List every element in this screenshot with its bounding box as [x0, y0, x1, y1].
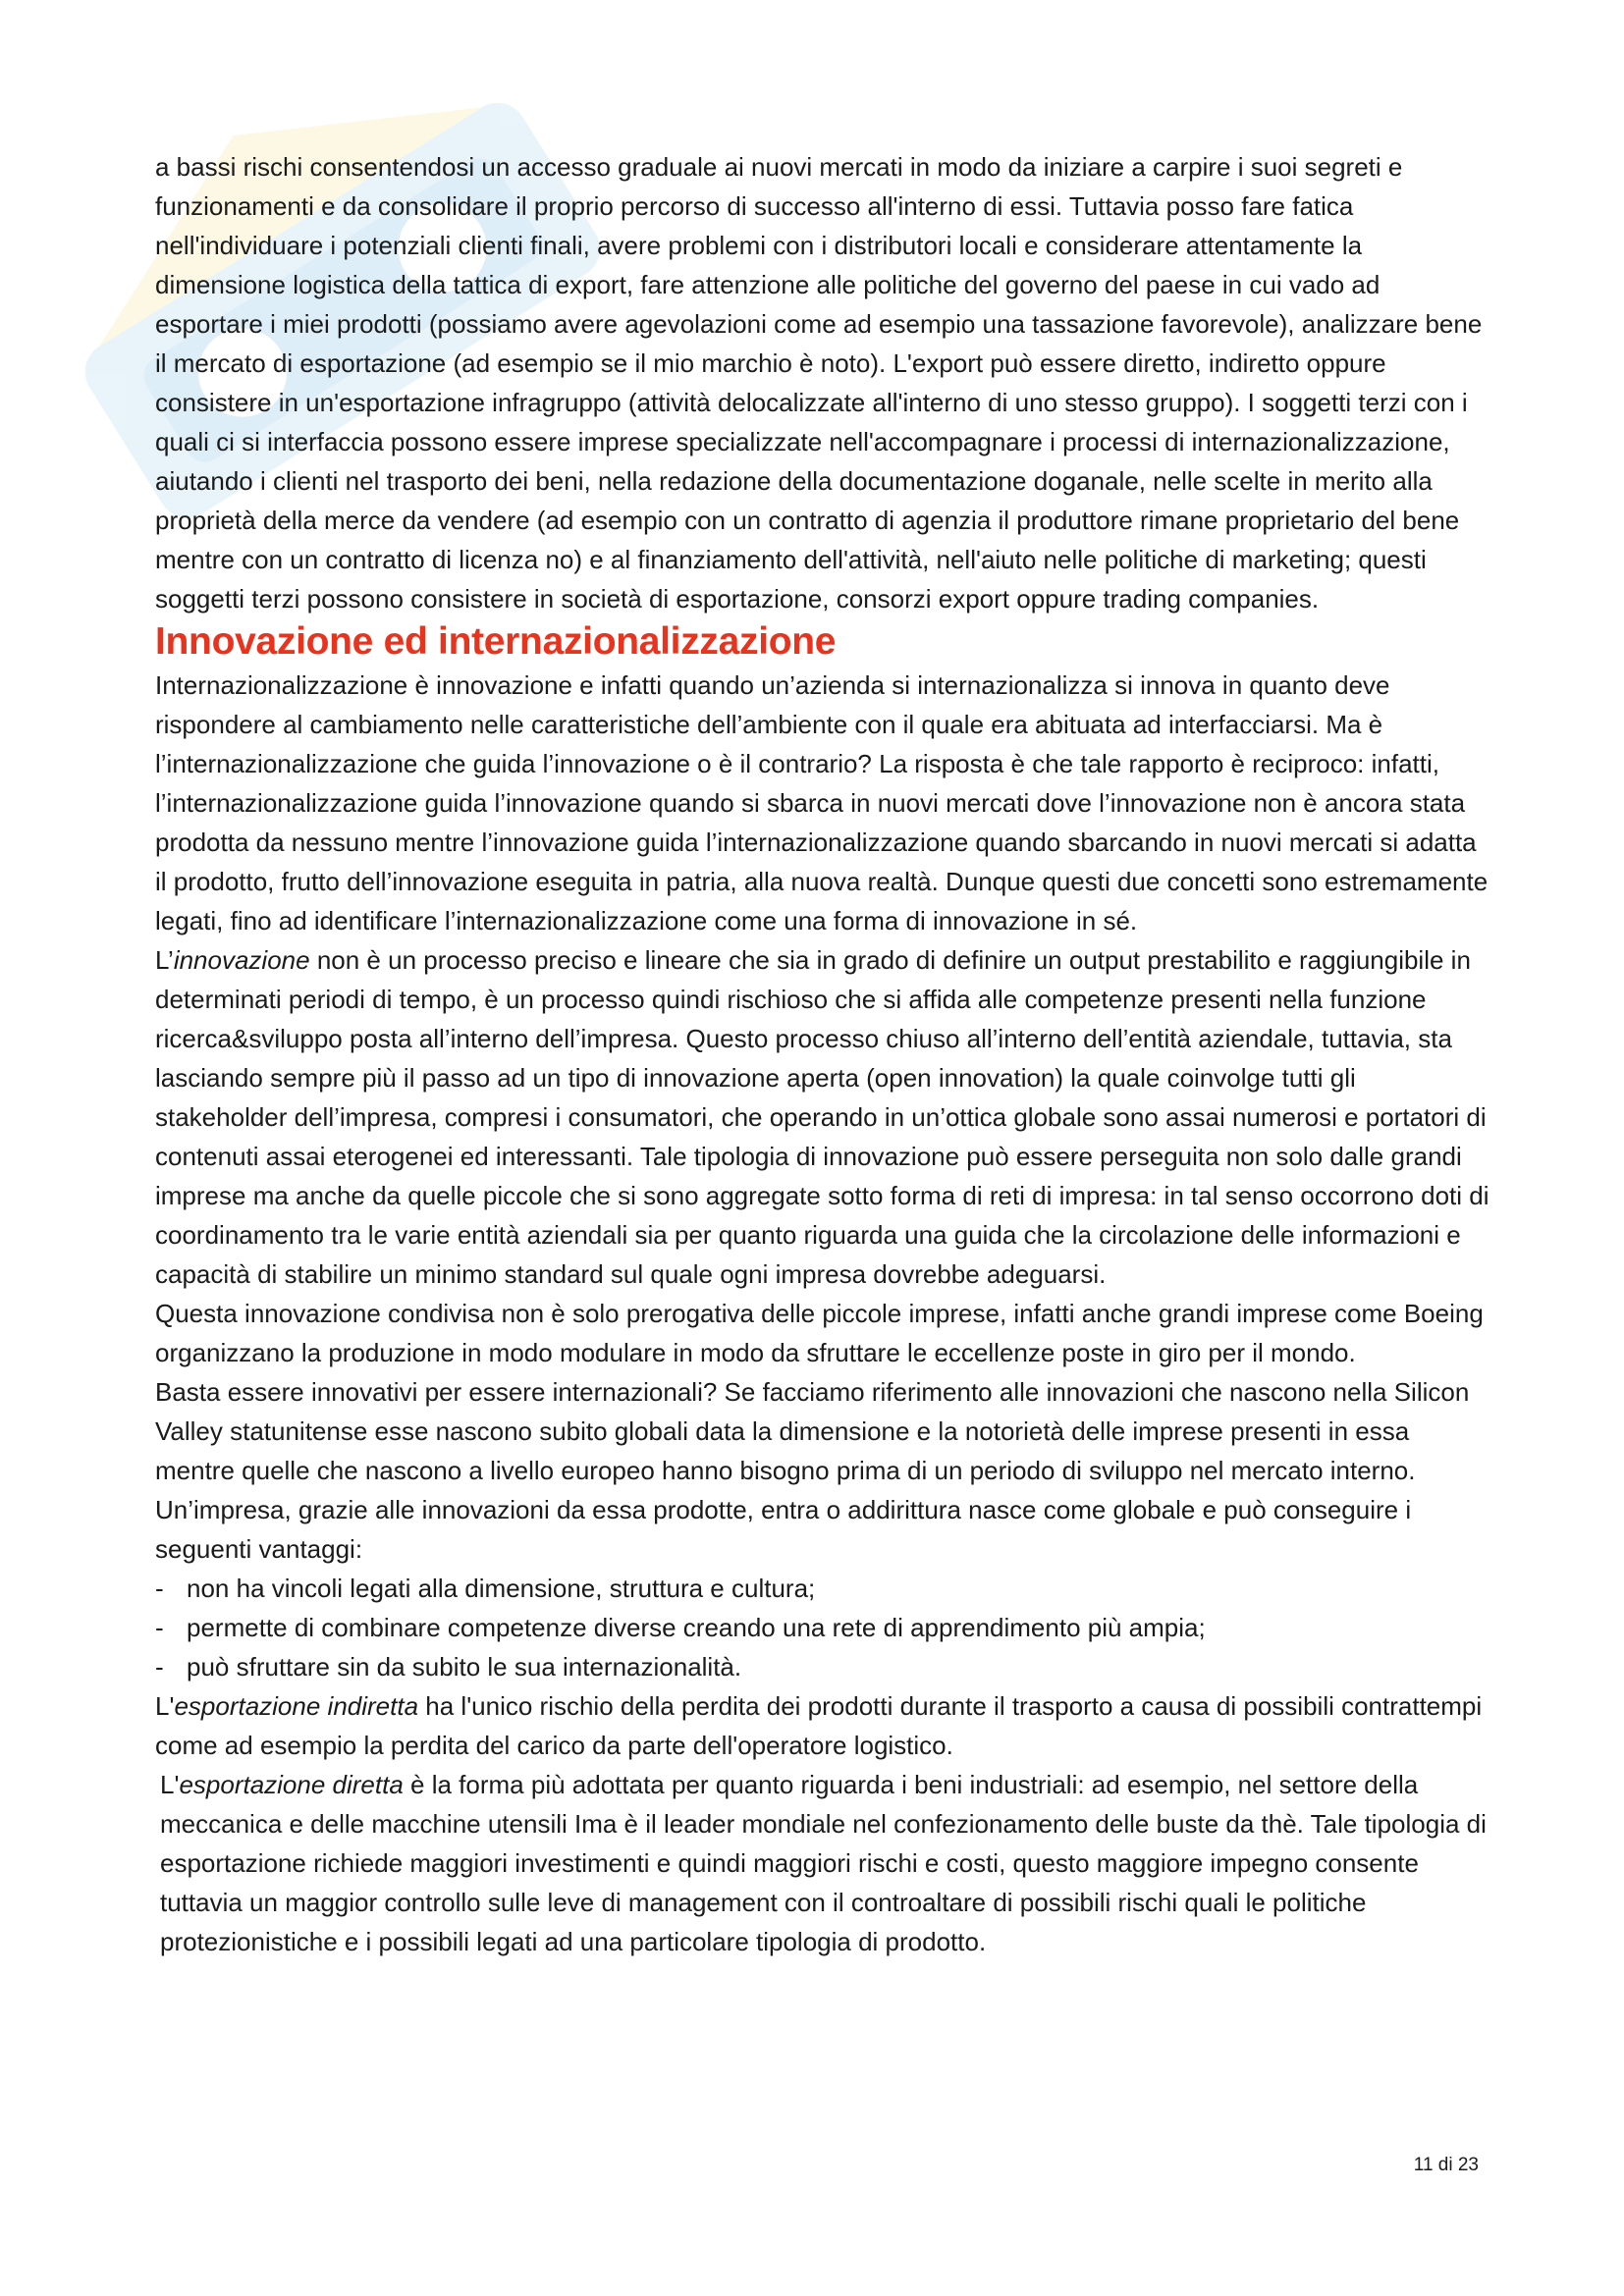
para-text: ha l'unico rischio della perdita dei prodotti durante il trasporto a causa di possibili contrattempi come ad esempio la perdita del carico da parte dell'operatore logistico.: [155, 1691, 1483, 1760]
paragraph-innovazione-condivisa: Questa innovazione condivisa non è solo prerogativa delle piccole imprese, infatti anche grandi imprese come Boeing organizzano la produzione in modo modulare in modo da sfruttare le eccellenze poste in giro per il mondo.: [155, 1299, 1484, 1367]
document-page: [155, 147, 1490, 1961]
section-heading: Innovazione ed internazionalizzazione: [155, 620, 837, 663]
para-text: non è un processo preciso e lineare che sia in grado di definire un output prestabilito e raggiungibile in determinati periodi di tempo, è un processo quindi rischioso che si affida alle competenze presenti nella funzione ricerca&sviluppo posta all’interno dell’impresa. Questo processo chiuso all’interno dell’entità aziendale, tuttavia, sta lasciando sempre più il passo ad un tipo di innovazione aperta (open innovation) la quale coinvolge tutti gli stakeholder dell’impresa, compresi i consumatori, che operando in un’ottica globale sono assai numerosi e portatori di contenuti assai eterogenei ed interessanti. Tale tipologia di innovazione può essere perseguita non solo dalle grandi imprese ma anche da quelle piccole che si sono aggregate sotto forma di reti di impresa: in tal senso occorrono doti di coordinamento tra le varie entità aziendali sia per quanto riguarda una guida che la circolazione delle informazioni e capacità di stabilire un minimo standard sul quale ogni impresa dovrebbe adeguarsi.: [155, 945, 1489, 1289]
paragraph-innovazione: [155, 940, 1490, 1294]
italic-term: esportazione diretta: [179, 1770, 404, 1799]
italic-term: innovazione: [173, 945, 310, 975]
bullet-marker: -: [155, 1574, 164, 1603]
paragraph-internazionalizzazione: Internazionalizzazione è innovazione e infatti quando un’azienda si internazionalizza si innova in quanto deve rispondere al cambiamento nelle caratteristiche dell’ambiente con il quale era abituata ad interfacciarsi. Ma è l’internazionalizzazione che guida l’innovazione o è il contrario? La risposta è che tale rapporto è reciproco: infatti, l’internazionalizzazione guida l’innovazione quando si sbarca in nuovi mercati dove l’innovazione non è ancora stata prodotta da nessuno mentre l’innovazione guida l’internazionalizzazione quando sbarcando in nuovi mercati si adatta il prodotto, frutto dell’innovazione eseguita in patria, alla nuova realtà. Dunque questi due concetti sono estremamente legati, fino ad identificare l’internazionalizzazione come una forma di innovazione in sé.: [155, 670, 1489, 935]
bullet-marker: -: [155, 1613, 164, 1642]
para-prefix: L’: [155, 945, 174, 975]
para-text: è la forma più adottata per quanto riguarda i beni industriali: ad esempio, nel settore della meccanica e delle macchine utensili Ima è il leader mondiale nel confezionamento delle buste da thè. Tale tipologia di esportazione richiede maggiori investimenti e quindi maggiori rischi e costi, questo maggiore impegno consente tuttavia un maggior controllo sulle leve di management con il controaltare di possibili rischi quali le politiche protezionistiche e i possibili legati ad una particolare tipologia di prodotto.: [160, 1770, 1487, 1956]
paragraph-silicon-valley: Basta essere innovativi per essere internazionali? Se facciamo riferimento alle innovazioni che nascono nella Silicon Valley statunitense esse nascono subito globali data la dimensione e la notorietà delle imprese presenti in essa mentre quelle che nascono a livello europeo hanno bisogno prima di un periodo di sviluppo nel mercato interno. Un’impresa, grazie alle innovazioni da essa prodotte, entra o addirittura nasce come globale e può conseguire i seguenti vantaggi:: [155, 1377, 1470, 1564]
page-number: 11 di 23: [1413, 2155, 1479, 2175]
advantages-list: [155, 1569, 1490, 1686]
para-prefix: L': [160, 1770, 180, 1799]
intro-paragraph: a bassi rischi consentendosi un accesso graduale ai nuovi mercati in modo da iniziare a carpire i suoi segreti e funzionamenti e da consolidare il proprio percorso di successo all'interno di essi. Tuttavia posso fare fatica nell'individuare i potenziali clienti finali, avere problemi con i distributori locali e considerare attentamente la dimensione logistica della tattica di export, fare attenzione alle politiche del governo del paese in cui vado ad esportare i miei prodotti (possiamo avere agevolazioni come ad esempio una tassazione favorevole), analizzare bene il mercato di esportazione (ad esempio se il mio marchio è noto). L'export può essere diretto, indiretto oppure consistere in un'esportazione infragruppo (attività delocalizzate all'interno di uno stesso gruppo). I soggetti terzi con i quali ci si interfaccia possono essere imprese specializzate nell'accompagnare i processi di internazionalizzazione, aiutando i clienti nel trasporto dei beni, nella redazione della documentazione doganale, nelle scelte in merito alla proprietà della merce da vendere (ad esempio con un contratto di agenzia il produttore rimane proprietario del bene mentre con un contratto di licenza no) e al finanziamento dell'attività, nell'aiuto nelle politiche di marketing; questi soggetti terzi possono consistere in società di esportazione, consorzi export oppure trading companies.: [155, 152, 1483, 614]
list-item: - non ha vincoli legati alla dimensione, struttura e cultura;: [155, 1569, 1490, 1608]
list-item: - permette di combinare competenze diverse creando una rete di apprendimento più ampia;: [155, 1608, 1490, 1647]
italic-term: esportazione indiretta: [174, 1691, 419, 1721]
para-prefix: L': [155, 1691, 175, 1721]
paragraph-esportazione-indiretta: [155, 1686, 1490, 1765]
bullet-marker: -: [155, 1652, 164, 1682]
list-item: - può sfruttare sin da subito le sua internazionalità.: [155, 1647, 1490, 1686]
paragraph-esportazione-diretta: [155, 1765, 1490, 1961]
